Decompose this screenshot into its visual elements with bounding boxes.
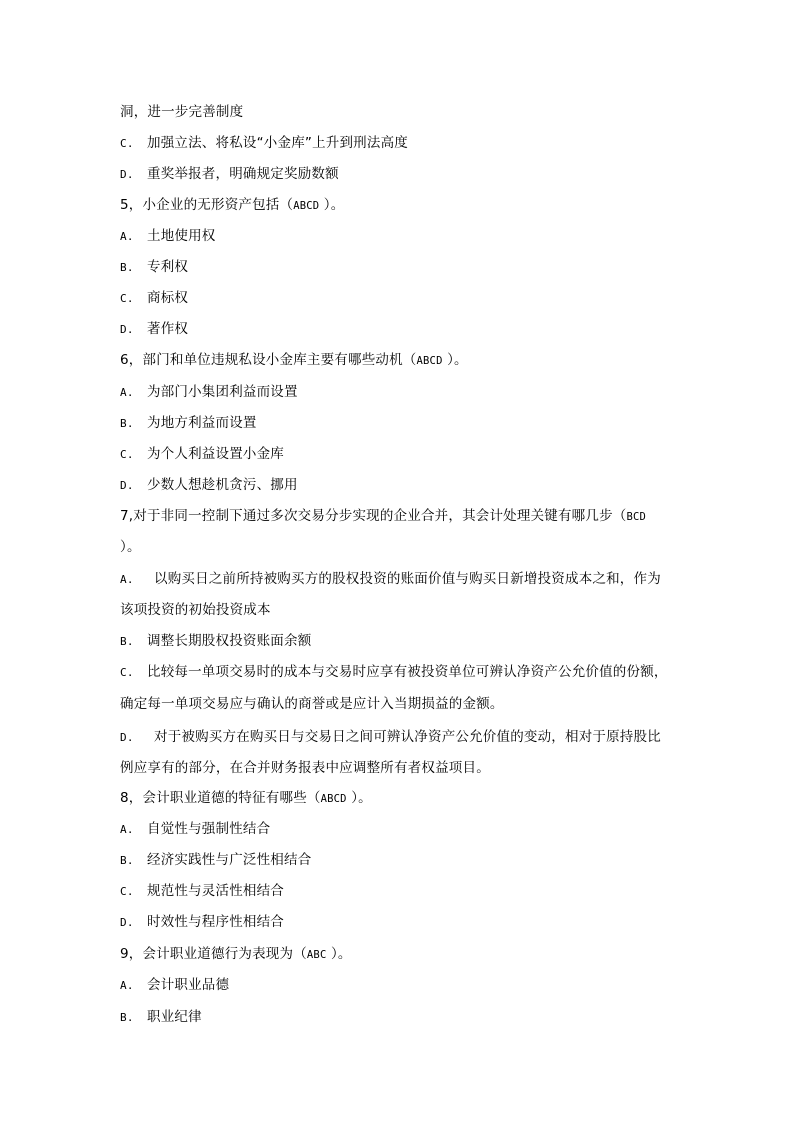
question-text: 对于非同一控制下通过多次交易分步实现的企业合并，其会计处理关键有哪几步（: [133, 508, 627, 524]
question-suffix: ）。: [442, 352, 468, 368]
answer-key: ABCD: [293, 200, 320, 212]
option-line: [120, 165, 339, 184]
option-text: 会计职业品德: [147, 977, 230, 993]
option-line: [120, 882, 284, 901]
answer-key: ABC: [306, 949, 327, 961]
option-label: C.: [120, 885, 134, 898]
question-number: 6，: [120, 352, 143, 368]
question-number: 9，: [120, 946, 143, 962]
option-text: 自觉性与强制性结合: [147, 821, 271, 837]
question-line: [120, 507, 646, 526]
option-text: 职业纪律: [147, 1009, 202, 1025]
question-text: 部门和单位违规私设小金库主要有哪些动机（: [142, 352, 417, 368]
option-line: [120, 134, 408, 153]
option-label: C.: [120, 292, 134, 305]
question-text: 会计职业道德的特征有哪些（: [142, 790, 321, 806]
option-line: [120, 258, 188, 277]
question-line: [120, 789, 372, 808]
option-line: [120, 632, 311, 651]
option-label: C.: [120, 137, 134, 150]
question-text: 会计职业道德行为表现为（: [142, 946, 307, 962]
option-line: [120, 976, 229, 995]
option-text: 为个人利益设置小金库: [147, 446, 284, 462]
line-text: 该项投资的初始投资成本: [120, 602, 271, 618]
option-label: B.: [120, 635, 134, 648]
option-text: 重奖举报者，明确规定奖励数额: [147, 166, 339, 182]
text-line: [120, 601, 271, 619]
option-line: [120, 851, 311, 870]
option-text: 专利权: [147, 259, 189, 275]
option-line: [120, 320, 188, 339]
question-text: 小企业的无形资产包括（: [142, 197, 294, 213]
question-number: 8，: [120, 790, 143, 806]
option-label: C.: [120, 448, 134, 461]
question-suffix: ）。: [346, 790, 372, 806]
option-label: C.: [120, 666, 134, 679]
option-line: [120, 728, 661, 747]
option-label: D.: [120, 168, 134, 181]
option-label: D.: [120, 731, 134, 744]
question-number: 7,: [120, 508, 134, 524]
option-text: 为部门小集团利益而设置: [147, 384, 298, 400]
option-text: 比较每一单项交易时的成本与交易时应享有被投资单位可辨认净资产公允价值的份额，: [147, 664, 668, 680]
option-text: 时效性与程序性相结合: [147, 914, 284, 930]
option-text: 加强立法、将私设“小金库”上升到刑法高度: [147, 135, 408, 151]
text-line: [120, 538, 141, 556]
option-line: [120, 570, 661, 589]
option-line: [120, 663, 668, 682]
option-label: A.: [120, 979, 134, 992]
text-line: [120, 759, 490, 777]
option-line: [120, 227, 216, 246]
answer-key: ABCD: [416, 355, 443, 367]
option-line: [120, 820, 270, 839]
option-label: B.: [120, 1011, 134, 1024]
option-line: [120, 1008, 202, 1027]
option-line: [120, 383, 298, 402]
question-line: [120, 196, 344, 215]
option-label: D.: [120, 323, 134, 336]
question-suffix: ）。: [319, 197, 345, 213]
line-text: ）。: [120, 539, 141, 555]
text-line: [120, 695, 504, 713]
line-text: 确定每一单项交易应与确认的商誉或是应计入当期损益的金额。: [120, 696, 504, 712]
option-text: 规范性与灵活性相结合: [147, 883, 284, 899]
option-label: A.: [120, 386, 134, 399]
option-text: 土地使用权: [147, 228, 216, 244]
option-text: 商标权: [147, 290, 189, 306]
option-label: D.: [120, 479, 134, 492]
question-suffix: ）。: [326, 946, 352, 962]
option-line: [120, 476, 298, 495]
option-label: B.: [120, 417, 134, 430]
option-text: 为地方利益而设置: [147, 415, 257, 431]
option-label: A.: [120, 230, 134, 243]
answer-key: BCD: [626, 511, 647, 523]
option-line: [120, 414, 257, 433]
option-text: 经济实践性与广泛性相结合: [147, 852, 312, 868]
text-line: [120, 103, 243, 121]
question-number: 5，: [120, 197, 143, 213]
question-line: [120, 351, 468, 370]
option-label: A.: [120, 573, 134, 586]
option-label: D.: [120, 916, 134, 929]
option-line: [120, 445, 284, 464]
option-text: 著作权: [147, 321, 189, 337]
option-label: B.: [120, 261, 134, 274]
option-text: 对于被购买方在购买日与交易日之间可辨认净资产公允价值的变动，相对于原持股比: [154, 729, 661, 745]
option-line: [120, 913, 284, 932]
answer-key: ABCD: [320, 793, 347, 805]
question-line: [120, 945, 352, 964]
line-text: 洞，进一步完善制度: [120, 104, 244, 120]
option-label: A.: [120, 823, 134, 836]
option-text: 调整长期股权投资账面余额: [147, 633, 312, 649]
option-label: B.: [120, 854, 134, 867]
option-text: 以购买日之前所持被购买方的股权投资的账面价值与购买日新增投资成本之和，作为: [154, 571, 661, 587]
option-line: [120, 289, 188, 308]
line-text: 例应享有的部分，在合并财务报表中应调整所有者权益项目。: [120, 760, 490, 776]
option-text: 少数人想趁机贪污、挪用: [147, 477, 298, 493]
